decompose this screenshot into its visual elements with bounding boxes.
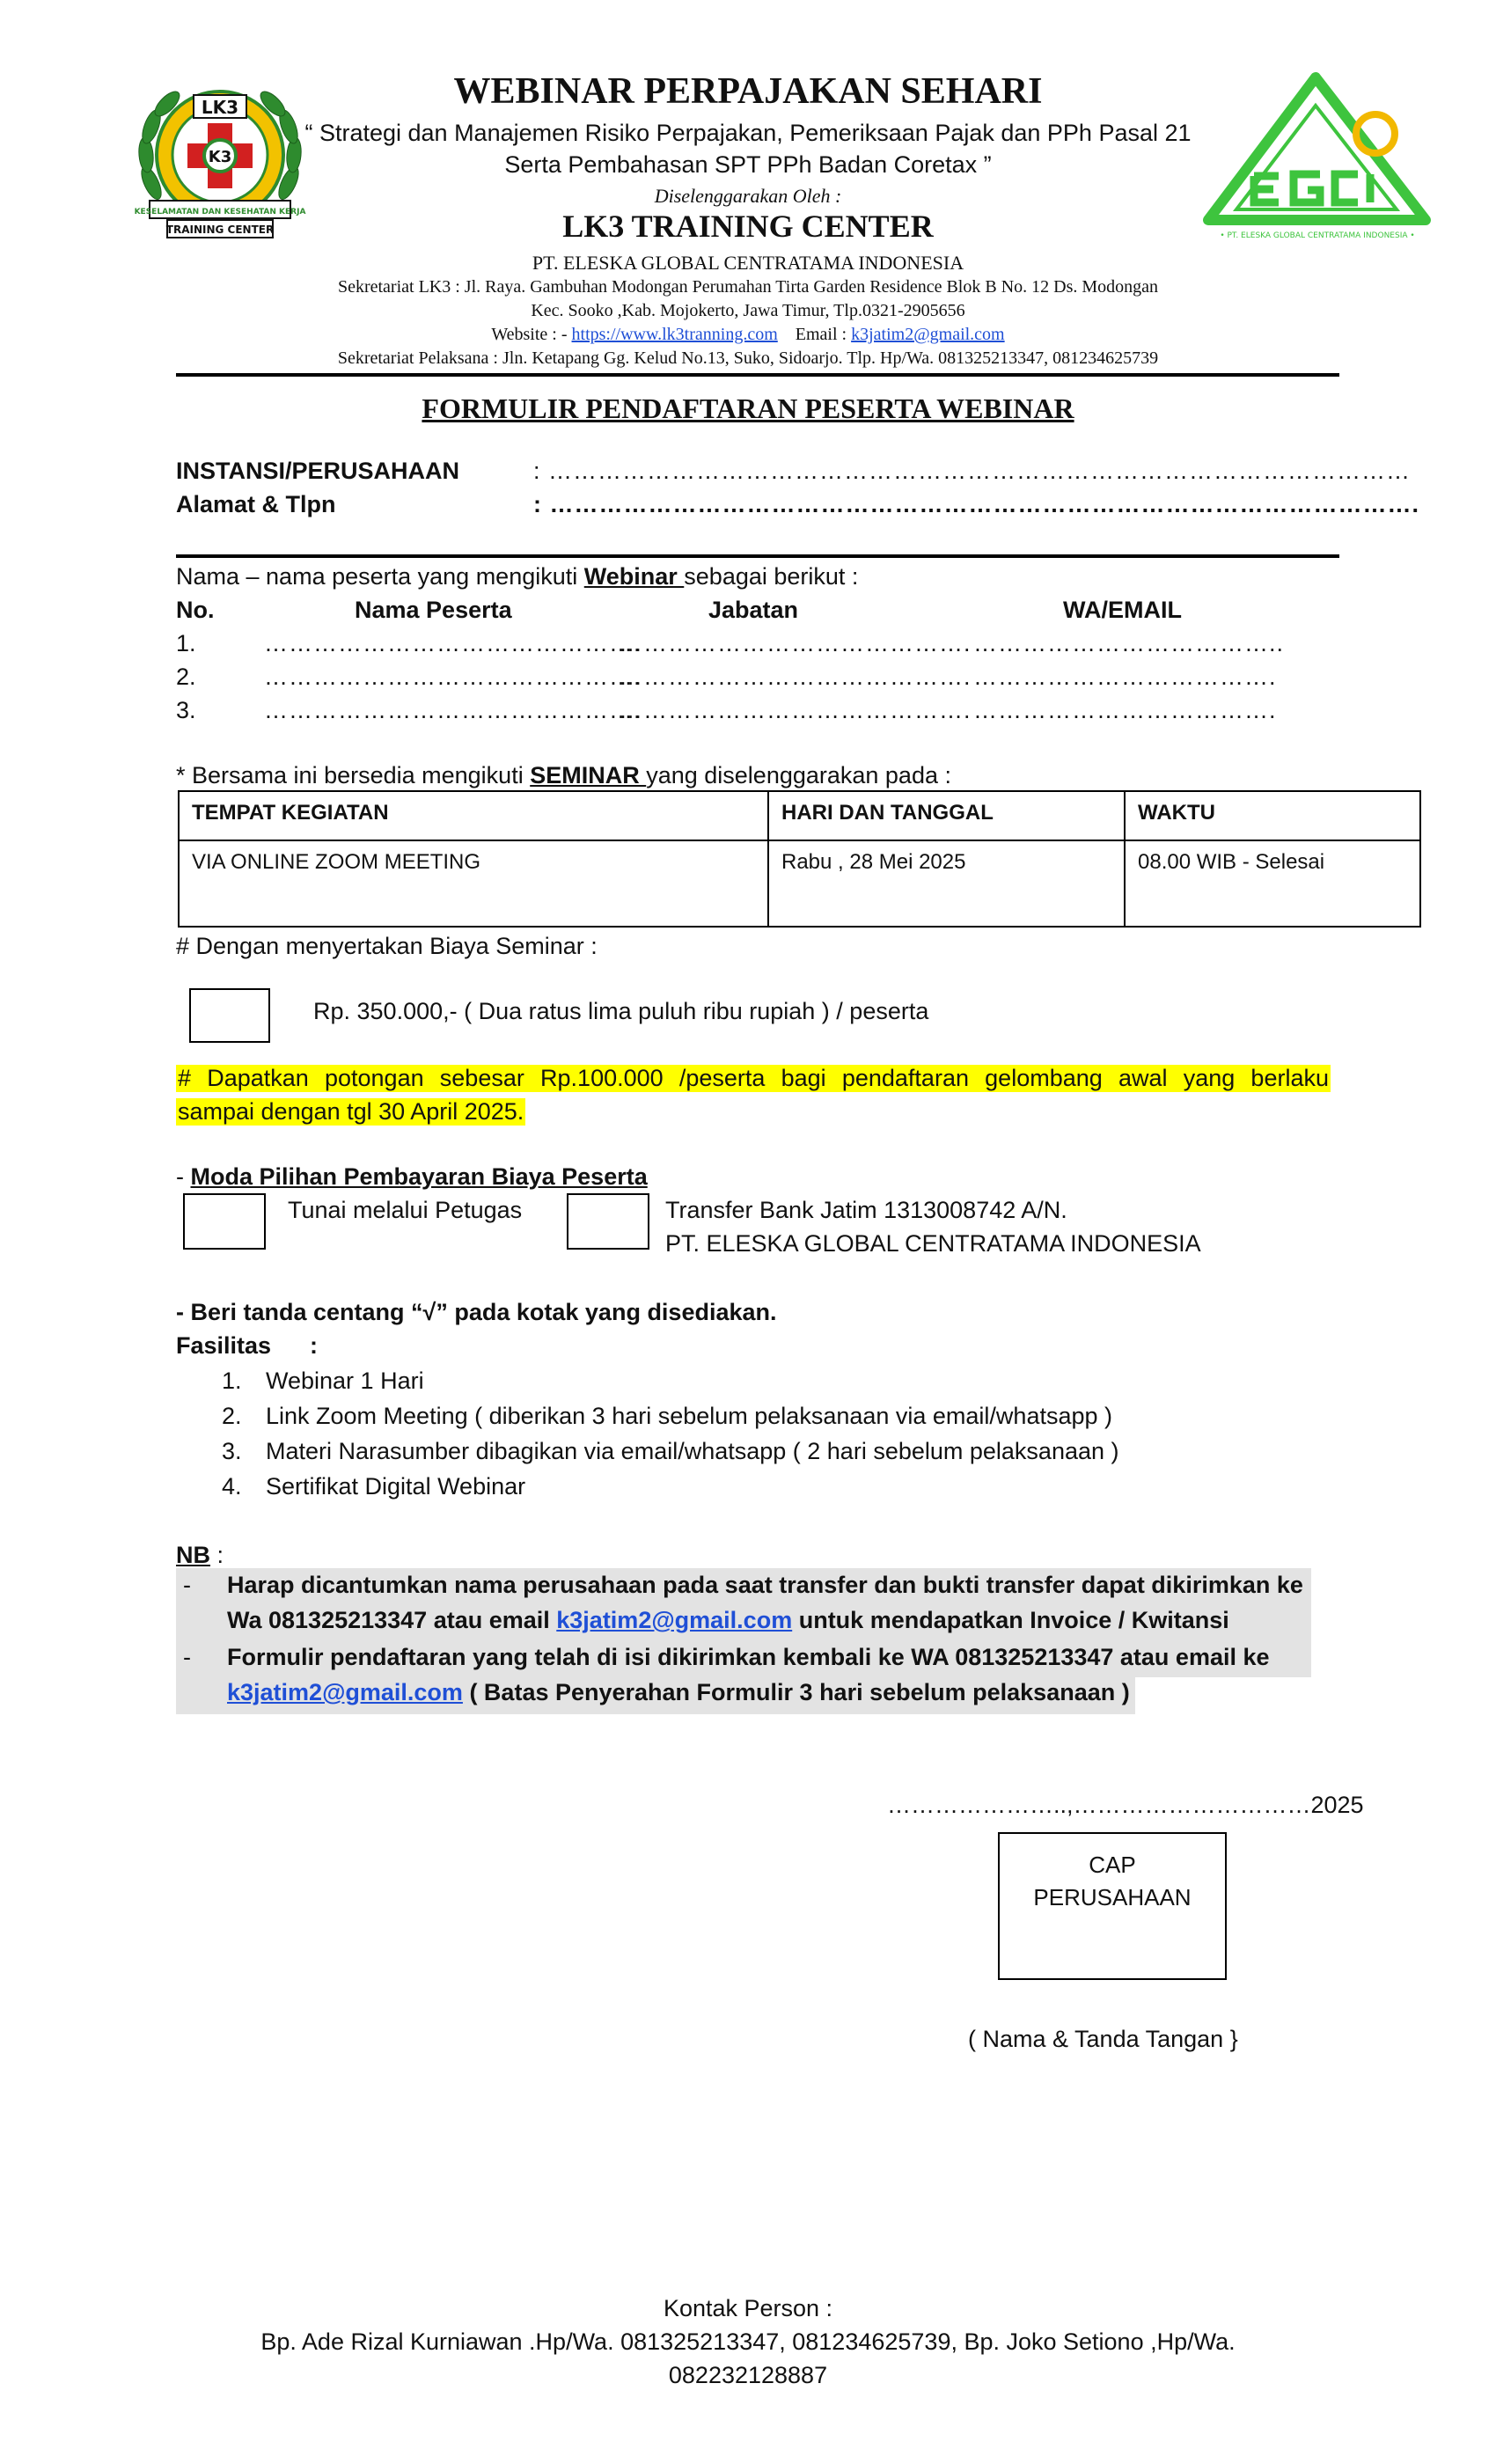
- fee-intro: # Dengan menyertakan Biaya Seminar :: [176, 933, 598, 959]
- participant-wa-field[interactable]: ………………………………..: [973, 630, 1285, 656]
- nb-item-2-line-2: [227, 1679, 1130, 1706]
- facility-text: Webinar 1 Hari: [266, 1368, 424, 1394]
- company-stamp-box: [998, 1832, 1227, 1980]
- email-link[interactable]: k3jatim2@gmail.com: [851, 325, 1005, 344]
- header-org-name: LK3 TRAINING CENTER: [562, 209, 934, 244]
- payment-transfer-checkbox[interactable]: [567, 1193, 649, 1250]
- discount-line-2: sampai dengan tgl 30 April 2025.: [178, 1098, 524, 1125]
- nb-colon: :: [210, 1542, 224, 1568]
- participant-no: 3.: [176, 697, 196, 723]
- nb-item-2-post: ( Batas Penyerahan Formulir 3 hari sebelum pelaksanaan ): [462, 1679, 1130, 1705]
- nb-item-1-dash: -: [183, 1572, 191, 1598]
- schedule-header-row: [179, 791, 1420, 840]
- instansi-field[interactable]: : ……………………………………………………………………………………………: [533, 458, 1412, 484]
- header-title: WEBINAR PERPAJAKAN SEHARI: [453, 71, 1043, 112]
- header-subtitle-1: “ Strategi dan Manajemen Risiko Perpajakan, Pemeriksaan Pajak dan PPh Pasal 21: [304, 120, 1192, 146]
- participant-name-field[interactable]: ……………………………………….: [264, 664, 642, 690]
- schedule-header-time: WAKTU: [1125, 791, 1420, 840]
- header-company: PT. ELESKA GLOBAL CENTRATAMA INDONESIA: [532, 252, 964, 274]
- facility-number: 3.: [222, 1438, 242, 1464]
- alamat-field[interactable]: : …………………………………………………………………………………………….: [533, 491, 1419, 517]
- header-organized-by: Diselenggarakan Oleh :: [654, 185, 842, 207]
- payment-transfer-line-1: Transfer Bank Jatim 1313008742 A/N.: [665, 1197, 1067, 1223]
- participant-no: 1.: [176, 630, 196, 656]
- nb-item-1-email-link[interactable]: k3jatim2@gmail.com: [556, 1607, 793, 1633]
- seminar-intro-post: yang diselenggarakan pada :: [646, 762, 951, 788]
- email-label: Email :: [795, 325, 847, 344]
- participant-jabatan-field[interactable]: …………………………………….: [619, 697, 972, 723]
- contact-line-2: 082232128887: [668, 2362, 828, 2388]
- schedule-header-place: TEMPAT KEGIATAN: [179, 791, 768, 840]
- seminar-intro: [176, 762, 951, 789]
- schedule-header-date: HARI DAN TANGGAL: [768, 791, 1125, 840]
- instansi-label: INSTANSI/PERUSAHAAN: [176, 458, 460, 484]
- signature-date-line: …………………..,…………………………2025: [887, 1792, 1364, 1818]
- header-divider: [176, 373, 1339, 377]
- col-jabatan-header: Jabatan: [708, 597, 799, 623]
- fee-amount: Rp. 350.000,- ( Dua ratus lima puluh ribu rupiah ) / peserta: [313, 998, 929, 1024]
- nb-item-1-post: untuk mendapatkan Invoice / Kwitansi: [792, 1607, 1229, 1633]
- col-no-header: No.: [176, 597, 215, 623]
- facilities-colon: :: [310, 1332, 318, 1359]
- facility-number: 2.: [222, 1403, 242, 1429]
- nb-item-1-line-2: [227, 1607, 1229, 1634]
- payment-transfer-line-2: PT. ELESKA GLOBAL CENTRATAMA INDONESIA: [665, 1230, 1201, 1257]
- nb-item-2-email-link[interactable]: k3jatim2@gmail.com: [227, 1679, 463, 1705]
- payment-heading-text: Moda Pilihan Pembayaran Biaya Peserta: [190, 1163, 648, 1190]
- contact-line-1: Bp. Ade Rizal Kurniawan .Hp/Wa. 081325213347, 081234625739, Bp. Joko Setiono ,Hp/Wa.: [260, 2328, 1236, 2355]
- nb-item-2-dash: -: [183, 1644, 191, 1670]
- schedule-date: Rabu , 28 Mei 2025: [768, 840, 1125, 927]
- participant-wa-field[interactable]: ……………………………….: [973, 697, 1277, 723]
- schedule-table: [178, 790, 1421, 928]
- nb-item-2-line-1: Formulir pendaftaran yang telah di isi dikirimkan kembali ke WA 081325213347 atau email ke: [227, 1644, 1270, 1670]
- schedule-place: VIA ONLINE ZOOM MEETING: [179, 840, 768, 927]
- check-note: - Beri tanda centang “√” pada kotak yang disediakan.: [176, 1299, 777, 1325]
- lk3-logo-ring-text: KESELAMATAN DAN KESEHATAN KERJA: [134, 208, 306, 216]
- signature-name-label: ( Nama & Tanda Tangan }: [968, 2026, 1238, 2052]
- header-address-2: Kec. Sooko ,Kab. Mojokerto, Jawa Timur, Tlp.0321-2905656: [531, 301, 965, 320]
- payment-cash-checkbox[interactable]: [183, 1193, 266, 1250]
- payment-dash: -: [176, 1163, 191, 1190]
- lk3-logo-top-text: LK3: [201, 97, 239, 118]
- participant-name-field[interactable]: ……………………………………….: [264, 697, 642, 723]
- nb-item-1-pre: Wa 081325213347 atau email: [227, 1607, 557, 1633]
- facility-number: 4.: [222, 1473, 242, 1500]
- discount-line-1: # Dapatkan potongan sebesar Rp.100.000 /peserta bagi pendaftaran gelombang awal yang berlaku: [178, 1065, 1329, 1091]
- nb-heading: [176, 1542, 224, 1569]
- participant-wa-field[interactable]: ……………………………….: [973, 664, 1277, 690]
- stamp-label-2: PERUSAHAAN: [1033, 1884, 1192, 1910]
- nb-label: NB: [176, 1542, 210, 1568]
- lk3-logo-mid-text: K3: [208, 148, 232, 166]
- header-contact-line: [0, 325, 1496, 345]
- schedule-value-row: [179, 840, 1420, 927]
- lk3-logo-banner-text: TRAINING CENTER: [165, 224, 275, 236]
- participants-intro: [176, 563, 858, 590]
- schedule-time: 08.00 WIB - Selesai: [1125, 840, 1420, 927]
- participants-intro-bold: Webinar: [583, 563, 685, 590]
- website-label: Website : -: [491, 325, 568, 344]
- facility-text: Materi Narasumber dibagikan via email/whatsapp ( 2 hari sebelum pelaksanaan ): [266, 1438, 1119, 1464]
- header-address-3: Sekretariat Pelaksana : Jln. Ketapang Gg. Kelud No.13, Suko, Sidoarjo. Tlp. Hp/Wa. 081325213347, 081234625739: [337, 348, 1159, 368]
- facilities-label: Fasilitas: [176, 1332, 272, 1359]
- payment-cash-label: Tunai melalui Petugas: [288, 1197, 523, 1223]
- website-link[interactable]: https://www.lk3tranning.com: [571, 325, 778, 344]
- form-divider: [176, 554, 1339, 558]
- participants-intro-post: sebagai berikut :: [684, 563, 859, 590]
- participants-intro-pre: Nama – nama peserta yang mengikuti: [176, 563, 584, 590]
- participant-name-field[interactable]: ……………………………………….: [264, 630, 642, 656]
- facility-text: Link Zoom Meeting ( diberikan 3 hari sebelum pelaksanaan via email/whatsapp ): [266, 1403, 1113, 1429]
- stamp-label-1: CAP: [1089, 1852, 1136, 1878]
- fee-checkbox[interactable]: [189, 988, 270, 1043]
- participant-jabatan-field[interactable]: …………………………………….: [619, 630, 972, 656]
- col-name-header: Nama Peserta: [355, 597, 512, 623]
- contact-label: Kontak Person :: [663, 2295, 833, 2321]
- participant-jabatan-field[interactable]: …………………………………….: [619, 664, 972, 690]
- participant-no: 2.: [176, 664, 196, 690]
- facility-number: 1.: [222, 1368, 242, 1394]
- header-subtitle-2: Serta Pembahasan SPT PPh Badan Coretax ”: [504, 151, 992, 178]
- payment-heading: [176, 1163, 648, 1191]
- nb-item-1-line-1: Harap dicantumkan nama perusahaan pada saat transfer dan bukti transfer dapat dikirimkan ke: [227, 1572, 1303, 1598]
- seminar-intro-bold: SEMINAR: [530, 762, 647, 788]
- header-address-1: Sekretariat LK3 : Jl. Raya. Gambuhan Modongan Perumahan Tirta Garden Residence Blok B No. 12 Ds. Modongan: [337, 277, 1159, 297]
- alamat-label: Alamat & Tlpn: [176, 491, 336, 517]
- egci-logo-ring-text: • PT. ELESKA GLOBAL CENTRATAMA INDONESIA •: [1220, 231, 1415, 240]
- col-wa-header: WA/EMAIL: [1063, 597, 1182, 623]
- form-title: FORMULIR PENDAFTARAN PESERTA WEBINAR: [422, 392, 1074, 424]
- seminar-intro-pre: * Bersama ini bersedia mengikuti: [176, 762, 531, 788]
- facility-text: Sertifikat Digital Webinar: [266, 1473, 526, 1500]
